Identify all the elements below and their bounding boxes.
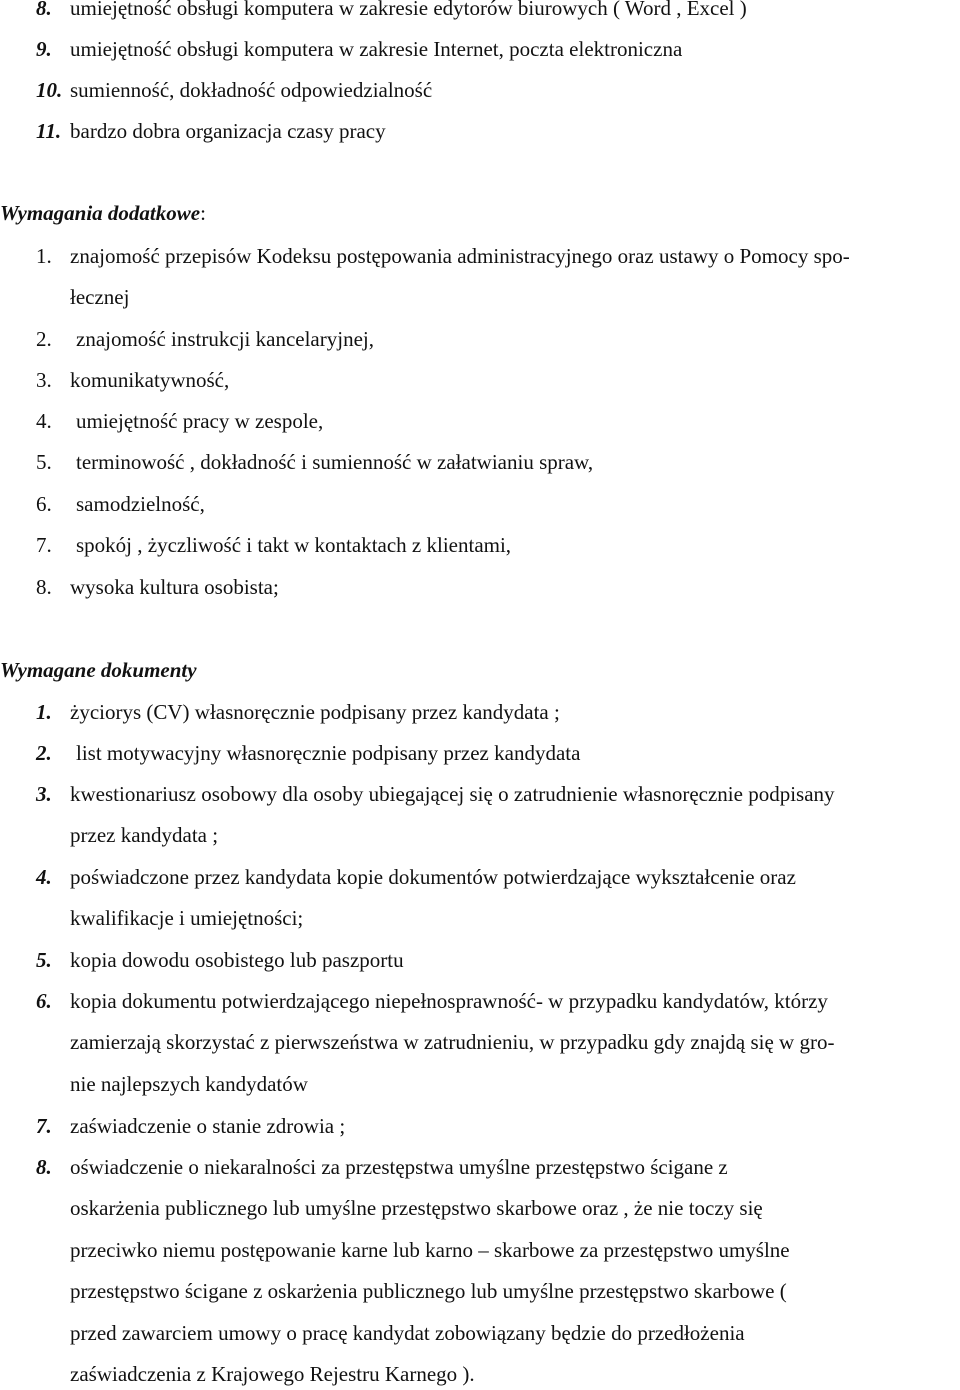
list-item-text: przestępstwo ścigane z oskarżenia publicznego lub umyślne przestępstwo skarbowe ( <box>70 1279 787 1304</box>
list-item-text: spokój , życzliwość i takt w kontaktach z klientami, <box>76 533 512 557</box>
list-item-text: umiejętność pracy w zespole, <box>76 409 324 433</box>
list-item-number: 8. <box>36 0 52 20</box>
list-item-text: oskarżenia publicznego lub umyślne przestępstwo skarbowe oraz , że nie toczy się <box>70 1196 763 1221</box>
list-item-number: 4. <box>36 865 52 889</box>
list-item-number: 8. <box>36 575 52 599</box>
list-item-text: kopia dokumentu potwierdzającego niepełnosprawność- w przypadku kandydatów, którzy <box>70 989 828 1013</box>
list-item-text: kopia dowodu osobistego lub paszportu <box>70 948 404 972</box>
list-item-number: 1. <box>36 700 52 724</box>
list-item-text: życiorys (CV) własnoręcznie podpisany przez kandydata ; <box>70 700 560 724</box>
list-item-text: oświadczenie o niekaralności za przestępstwa umyślne przestępstwo ścigane z <box>70 1155 728 1179</box>
list-item-number: 10. <box>36 78 63 102</box>
list-item-number: 4. <box>36 409 52 433</box>
list-item-number: 5. <box>36 948 52 972</box>
list-item-text: znajomość przepisów Kodeksu postępowania administracyjnego oraz ustawy o Pomocy spo- <box>70 244 850 268</box>
list-item-number: 2. <box>36 327 52 351</box>
list-item-text: łecznej <box>70 285 130 310</box>
list-item-text: przeciwko niemu postępowanie karne lub karno – skarbowe za przestępstwo umyślne <box>70 1237 790 1262</box>
list-item-text: umiejętność obsługi komputera w zakresie edytorów biurowych ( Word , Excel ) <box>70 0 747 20</box>
required-documents-heading: Wymagane dokumenty <box>0 658 197 682</box>
list-item-number: 6. <box>36 989 52 1013</box>
list-item-number: 3. <box>36 782 52 806</box>
list-item-text: wysoka kultura osobista; <box>70 575 279 599</box>
list-item-text: kwestionariusz osobowy dla osoby ubiegającej się o zatrudnienie własnoręcznie podpisany <box>70 782 835 806</box>
list-item-number: 3. <box>36 368 52 392</box>
list-item-text: poświadczone przez kandydata kopie dokumentów potwierdzające wykształcenie oraz <box>70 865 796 889</box>
list-item-number: 6. <box>36 492 52 516</box>
list-item-text: list motywacyjny własnoręcznie podpisany przez kandydata <box>76 741 581 765</box>
list-item-text: zaświadczenia z Krajowego Rejestru Karnego ). <box>70 1362 475 1386</box>
list-item-text: zaświadczenie o stanie zdrowia ; <box>70 1114 346 1138</box>
list-item-number: 2. <box>36 741 52 765</box>
list-item-text: zamierzają skorzystać z pierwszeństwa w zatrudnieniu, w przypadku gdy znajdą się w gro- <box>70 1030 835 1055</box>
list-item-text: kwalifikacje i umiejętności; <box>70 906 304 931</box>
list-item-number: 9. <box>36 37 52 61</box>
list-item-text: znajomość instrukcji kancelaryjnej, <box>76 327 374 351</box>
list-item-text: przed zawarciem umowy o pracę kandydat zobowiązany będzie do przedłożenia <box>70 1320 745 1345</box>
list-item-text: bardzo dobra organizacja czasy pracy <box>70 119 386 143</box>
list-item-text: umiejętność obsługi komputera w zakresie Internet, poczta elektroniczna <box>70 37 683 61</box>
list-item-number: 1. <box>36 244 52 268</box>
additional-requirements-heading: Wymagania dodatkowe: <box>0 201 206 225</box>
list-item-text: samodzielność, <box>76 492 205 516</box>
list-item-number: 7. <box>36 1114 52 1138</box>
list-item-text: terminowość , dokładność i sumienność w załatwianiu spraw, <box>76 450 594 474</box>
list-item-number: 8. <box>36 1155 52 1179</box>
list-item-number: 11. <box>36 119 62 143</box>
list-item-text: komunikatywność, <box>70 368 230 392</box>
list-item-text: nie najlepszych kandydatów <box>70 1071 308 1096</box>
list-item-text: sumienność, dokładność odpowiedzialność <box>70 78 433 102</box>
list-item-text: przez kandydata ; <box>70 823 219 848</box>
list-item-number: 7. <box>36 533 52 557</box>
list-item-number: 5. <box>36 450 52 474</box>
